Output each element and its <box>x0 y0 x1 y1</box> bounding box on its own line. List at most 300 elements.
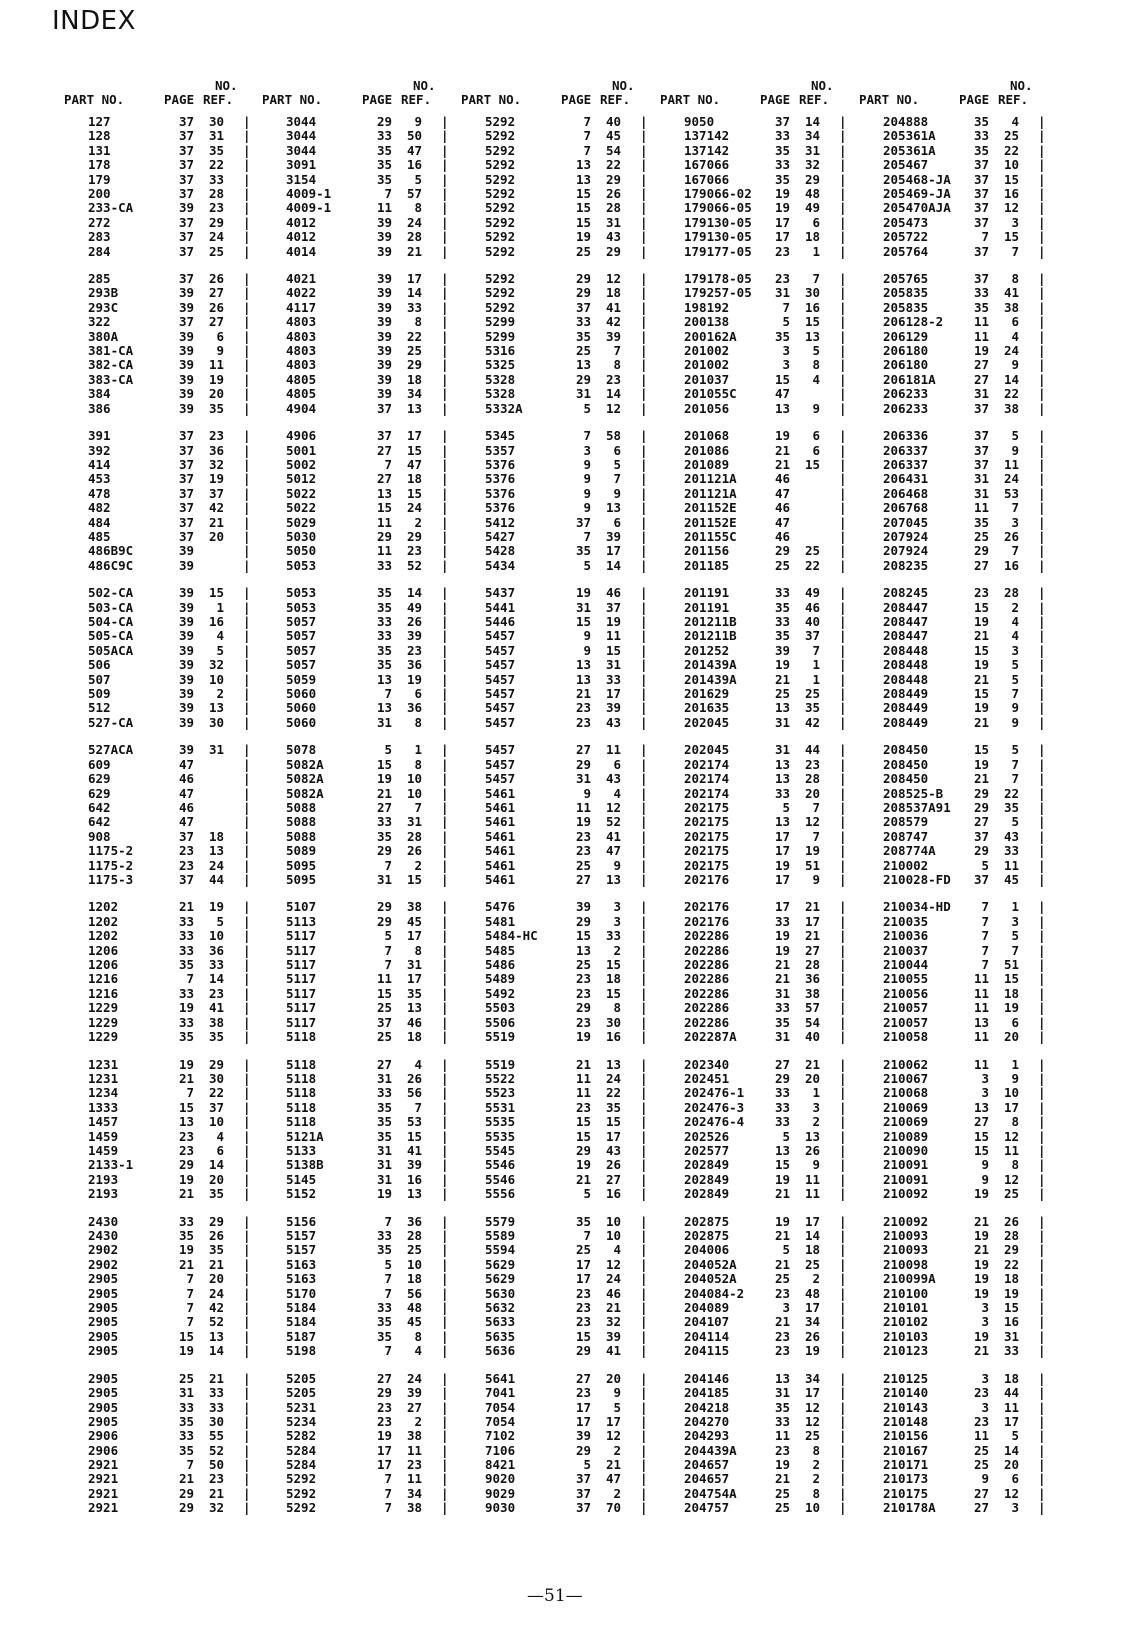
column-rule: | <box>243 913 251 929</box>
column-rule: | <box>1038 985 1046 1001</box>
column-rule: | <box>243 428 251 444</box>
part-number: 204757 <box>684 1500 730 1516</box>
index-group <box>58 272 266 416</box>
column-rule: | <box>243 957 251 973</box>
page-number-cell: 25 <box>973 1442 989 1458</box>
part-number: 205835 <box>883 299 929 315</box>
column-rule: | <box>441 314 449 330</box>
index-row <box>455 1229 663 1243</box>
index-row <box>58 644 266 658</box>
page-number-cell: 17 <box>575 1399 591 1415</box>
page-number-cell: 37 <box>178 185 194 201</box>
page-number-cell: 35 <box>376 157 392 173</box>
page-number-cell: 27 <box>973 1500 989 1516</box>
header-part-no: PART NO. <box>660 92 721 107</box>
index-row <box>853 315 1061 329</box>
page-number-cell: 39 <box>376 314 392 330</box>
part-number: 5118 <box>286 1070 317 1086</box>
ref-number: 4 <box>1011 114 1019 129</box>
index-row <box>853 245 1061 259</box>
part-number: 5328 <box>485 371 516 387</box>
column-rule: | <box>839 985 847 1001</box>
column-rule: | <box>1038 913 1046 929</box>
header-ref: REF. <box>401 92 432 107</box>
page-number-cell: 7 <box>384 1500 392 1516</box>
page-number-cell: 35 <box>774 171 790 187</box>
page-number-cell: 11 <box>973 1000 989 1016</box>
part-number: 201185 <box>684 557 730 573</box>
ref-number: 7 <box>812 828 820 844</box>
page-number-cell: 37 <box>178 171 194 187</box>
part-number: 1202 <box>88 928 119 944</box>
part-number: 202286 <box>684 1000 730 1016</box>
part-number: 5589 <box>485 1228 516 1244</box>
part-number: 2905 <box>88 1399 119 1415</box>
column-rule: | <box>243 1485 251 1501</box>
ref-number: 48 <box>804 185 820 201</box>
index-row <box>455 272 663 286</box>
index-row <box>853 402 1061 416</box>
column-rule: | <box>243 1271 251 1287</box>
index-group <box>853 115 1061 259</box>
ref-number: 19 <box>1003 1000 1019 1016</box>
page-number-cell: 31 <box>774 285 790 301</box>
index-row <box>853 915 1061 929</box>
index-row <box>455 673 663 687</box>
ref-number: 57 <box>406 185 422 201</box>
index-row <box>256 801 464 815</box>
index-row <box>256 1243 464 1257</box>
part-number: 2905 <box>88 1328 119 1344</box>
index-row <box>58 900 266 914</box>
index-row <box>654 873 862 887</box>
page-number-cell: 37 <box>973 871 989 887</box>
ref-number: 4 <box>1011 628 1019 644</box>
part-number: 210099A <box>883 1271 936 1287</box>
page-number-cell: 7 <box>981 928 989 944</box>
ref-number: 15 <box>605 642 621 658</box>
index-group <box>455 115 663 259</box>
part-number: 5632 <box>485 1300 516 1315</box>
page-number-cell: 37 <box>376 428 392 444</box>
column-rule: | <box>839 756 847 772</box>
page-number-cell: 21 <box>973 1242 989 1258</box>
part-number: 208450 <box>883 756 929 772</box>
page-number-cell: 23 <box>575 1099 591 1115</box>
part-number: 179 <box>88 171 111 187</box>
ref-number: 21 <box>406 243 422 259</box>
column-rule: | <box>640 1343 648 1359</box>
page-number-cell: 21 <box>575 1171 591 1187</box>
index-group <box>455 1215 663 1359</box>
column-rule: | <box>640 214 648 230</box>
ref-number: 43 <box>605 714 621 730</box>
index-row <box>256 272 464 286</box>
part-number: 137142 <box>684 128 730 144</box>
ref-number: 28 <box>208 185 224 201</box>
page-number-cell: 11 <box>376 543 392 559</box>
index-row <box>58 1401 266 1415</box>
ref-number: 1 <box>216 599 224 615</box>
index-group <box>654 1058 862 1202</box>
column-rule: | <box>839 1128 847 1144</box>
index-row <box>256 644 464 658</box>
index-row <box>256 944 464 958</box>
part-number: 202176 <box>684 913 730 929</box>
index-group <box>853 900 1061 1044</box>
part-number: 5636 <box>485 1343 516 1359</box>
index-row <box>256 330 464 344</box>
part-number: 208449 <box>883 686 929 702</box>
ref-number: 29 <box>605 171 621 187</box>
column-rule: | <box>640 1485 648 1501</box>
column-rule: | <box>839 771 847 787</box>
index-row <box>455 787 663 801</box>
page-number-cell: 25 <box>774 557 790 573</box>
column-rule: | <box>243 386 251 402</box>
column-rule: | <box>1038 442 1046 458</box>
index-row <box>58 915 266 929</box>
ref-number: 19 <box>208 471 224 487</box>
ref-number: 47 <box>406 456 422 472</box>
ref-number: 18 <box>804 229 820 245</box>
column-rule: | <box>1038 243 1046 259</box>
part-number: 5284 <box>286 1442 317 1458</box>
part-number: 201055C <box>684 386 737 402</box>
part-number: 210140 <box>883 1385 929 1401</box>
index-row <box>58 873 266 887</box>
page-number-cell: 39 <box>178 585 194 601</box>
part-number: 5461 <box>485 799 516 815</box>
page-number-cell: 31 <box>774 742 790 758</box>
part-number: 5118 <box>286 1056 317 1072</box>
index-row <box>58 1487 266 1501</box>
page-number-cell: 33 <box>774 1099 790 1115</box>
index-row <box>455 958 663 972</box>
index-row <box>256 1101 464 1115</box>
column-rule: | <box>441 599 449 615</box>
index-row <box>853 1272 1061 1286</box>
index-row <box>853 1130 1061 1144</box>
part-number: 202286 <box>684 1014 730 1030</box>
column-rule: | <box>243 299 251 315</box>
part-number: 322 <box>88 314 111 330</box>
page-number-cell: 23 <box>973 1413 989 1429</box>
column-rule: | <box>1038 171 1046 187</box>
column-rule: | <box>839 1000 847 1016</box>
page-number-cell: 13 <box>575 942 591 958</box>
ref-number: 27 <box>605 1171 621 1187</box>
ref-number: 7 <box>613 471 621 487</box>
page-number-cell: 29 <box>376 843 392 859</box>
index-column <box>58 74 266 1529</box>
ref-number: 7 <box>1011 686 1019 702</box>
ref-number: 8 <box>1011 271 1019 287</box>
index-row <box>455 173 663 187</box>
ref-number: 33 <box>406 299 422 315</box>
column-rule: | <box>839 785 847 801</box>
page-number-cell: 37 <box>376 400 392 416</box>
ref-number: 7 <box>414 799 422 815</box>
column-rule: | <box>839 642 847 658</box>
index-row <box>58 216 266 230</box>
part-number: 210069 <box>883 1114 929 1130</box>
part-number: 482 <box>88 500 111 516</box>
column-rule: | <box>1038 1085 1046 1101</box>
ref-number: 26 <box>406 843 422 859</box>
page-number-cell: 35 <box>973 299 989 315</box>
index-row <box>853 559 1061 573</box>
page-number-cell: 25 <box>774 1500 790 1516</box>
column-rule: | <box>640 271 648 287</box>
column-rule: | <box>640 814 648 830</box>
column-rule: | <box>441 942 449 958</box>
column-rule: | <box>441 1314 449 1330</box>
column-rule: | <box>1038 614 1046 630</box>
part-number: 210156 <box>883 1428 929 1444</box>
ref-number: 28 <box>406 229 422 245</box>
page-number-cell: 39 <box>376 371 392 387</box>
column-rule: | <box>441 857 449 873</box>
ref-number: 30 <box>208 714 224 730</box>
column-rule: | <box>243 928 251 944</box>
column-rule: | <box>839 799 847 815</box>
part-number: 4805 <box>286 371 317 387</box>
part-number: 208450 <box>883 742 929 758</box>
page-number-cell: 21 <box>774 1228 790 1244</box>
column-rule: | <box>640 1285 648 1301</box>
ref-number: 39 <box>605 528 621 544</box>
column-rule: | <box>839 957 847 973</box>
ref-number: 24 <box>208 857 224 873</box>
page-number-cell: 3 <box>782 357 790 373</box>
column-rule: | <box>441 671 449 687</box>
page-number-cell: 13 <box>575 357 591 373</box>
index-row <box>853 987 1061 1001</box>
ref-number: 35 <box>208 1028 224 1044</box>
index-row <box>853 772 1061 786</box>
ref-number: 49 <box>406 599 422 615</box>
part-number: 1231 <box>88 1070 119 1086</box>
ref-number: 14 <box>1003 371 1019 387</box>
column-rule: | <box>640 1028 648 1044</box>
index-row <box>853 644 1061 658</box>
ref-number: 12 <box>1003 1485 1019 1501</box>
column-rule: | <box>243 785 251 801</box>
page-number-cell: 5 <box>981 857 989 873</box>
page-number-cell: 37 <box>973 214 989 230</box>
column-rule: | <box>1038 1271 1046 1287</box>
ref-number: 50 <box>208 1457 224 1473</box>
part-number: 208449 <box>883 714 929 730</box>
index-row <box>455 1501 663 1515</box>
index-row <box>256 315 464 329</box>
ref-number: 11 <box>406 1442 422 1458</box>
ref-number: 20 <box>804 785 820 801</box>
ref-number: 13 <box>406 1000 422 1016</box>
page-number-cell: 17 <box>575 1271 591 1287</box>
page-number-cell: 27 <box>376 799 392 815</box>
column-rule: | <box>1038 1157 1046 1173</box>
index-row <box>654 787 862 801</box>
page-number-cell: 13 <box>575 671 591 687</box>
index-row <box>256 1187 464 1201</box>
index-group <box>654 115 862 259</box>
part-number: 204146 <box>684 1370 730 1386</box>
page-number-cell: 23 <box>575 1385 591 1401</box>
index-row <box>654 1072 862 1086</box>
index-row <box>455 487 663 501</box>
index-row <box>256 972 464 986</box>
index-row <box>853 873 1061 887</box>
page-number-cell: 21 <box>774 456 790 472</box>
part-number: 2902 <box>88 1242 119 1258</box>
ref-number: 17 <box>605 543 621 559</box>
index-row <box>853 1115 1061 1129</box>
part-number: 5489 <box>485 971 516 987</box>
column-rule: | <box>839 1085 847 1101</box>
ref-number: 20 <box>208 528 224 544</box>
index-row <box>853 1144 1061 1158</box>
page-number-cell: 7 <box>583 114 591 129</box>
column-rule: | <box>441 957 449 973</box>
part-number: 1459 <box>88 1142 119 1158</box>
ref-number: 16 <box>605 1028 621 1044</box>
part-number: 206468 <box>883 485 929 501</box>
page-number-cell: 39 <box>178 543 194 559</box>
ref-number: 8 <box>414 756 422 772</box>
column-rule: | <box>1038 1285 1046 1301</box>
index-row <box>853 330 1061 344</box>
column-rule: | <box>640 557 648 573</box>
column-rule: | <box>1038 500 1046 516</box>
column-rule: | <box>441 557 449 573</box>
index-row <box>853 972 1061 986</box>
page-number-cell: 7 <box>384 1485 392 1501</box>
column-rule: | <box>640 971 648 987</box>
column-rule: | <box>243 485 251 501</box>
page-number-cell: 35 <box>774 628 790 644</box>
ref-number: 4 <box>1011 328 1019 344</box>
part-number: 5357 <box>485 442 516 458</box>
part-number: 8421 <box>485 1457 516 1473</box>
index-row <box>654 1501 862 1515</box>
ref-number: 11 <box>605 628 621 644</box>
page-number-cell: 15 <box>575 614 591 630</box>
index-row <box>58 615 266 629</box>
ref-number: 28 <box>605 200 621 216</box>
page-number-cell: 11 <box>973 1428 989 1444</box>
ref-number: 33 <box>605 928 621 944</box>
ref-number: 17 <box>804 1300 820 1315</box>
index-row <box>654 516 862 530</box>
index-row <box>58 1444 266 1458</box>
column-rule: | <box>839 1471 847 1487</box>
part-number: 5157 <box>286 1242 317 1258</box>
index-row <box>455 1386 663 1400</box>
page-number-cell: 31 <box>973 386 989 402</box>
index-row <box>654 944 862 958</box>
column-rule: | <box>441 142 449 158</box>
index-row <box>853 859 1061 873</box>
index-row <box>654 1272 862 1286</box>
page-number-cell: 37 <box>575 1485 591 1501</box>
header-page: PAGE <box>561 92 592 107</box>
ref-number: 26 <box>605 185 621 201</box>
page-number-cell: 35 <box>774 328 790 344</box>
column-rule: | <box>441 285 449 301</box>
part-number: 2906 <box>88 1428 119 1444</box>
column-rule: | <box>839 843 847 859</box>
ref-number: 33 <box>208 171 224 187</box>
column-rule: | <box>1038 343 1046 359</box>
part-number: 179178-05 <box>684 271 752 287</box>
column-rule: | <box>243 700 251 716</box>
index-row <box>455 716 663 730</box>
part-number: 202286 <box>684 971 730 987</box>
ref-number: 38 <box>406 1500 422 1516</box>
column-rule: | <box>1038 214 1046 230</box>
ref-number: 26 <box>1003 1213 1019 1229</box>
part-number: 5428 <box>485 543 516 559</box>
ref-number: 19 <box>208 899 224 915</box>
page-title: INDEX <box>52 6 136 36</box>
part-number: 5461 <box>485 843 516 859</box>
index-row <box>58 1016 266 1030</box>
column-rule: | <box>243 1142 251 1158</box>
part-number: 207924 <box>883 543 929 559</box>
part-number: 505-CA <box>88 628 134 644</box>
page-number-cell: 37 <box>178 514 194 530</box>
ref-number: 28 <box>1003 585 1019 601</box>
column-rule: | <box>640 514 648 530</box>
ref-number: 18 <box>1003 985 1019 1001</box>
page-number-cell: 35 <box>376 1099 392 1115</box>
ref-number: 23 <box>804 756 820 772</box>
index-row <box>58 230 266 244</box>
part-number: 453 <box>88 471 111 487</box>
page-number-cell: 39 <box>178 328 194 344</box>
part-number: 5292 <box>485 142 516 158</box>
part-number: 210068 <box>883 1085 929 1101</box>
index-row <box>256 1072 464 1086</box>
index-row <box>455 115 663 129</box>
page-number-cell: 7 <box>186 971 194 987</box>
ref-number: 13 <box>605 871 621 887</box>
column-rule: | <box>640 1186 648 1202</box>
ref-number: 26 <box>406 614 422 630</box>
part-number: 204107 <box>684 1314 730 1330</box>
page-number-cell: 27 <box>973 357 989 373</box>
index-row <box>654 601 862 615</box>
ref-number: 1 <box>812 671 820 687</box>
part-number: 131 <box>88 142 111 158</box>
column-rule: | <box>243 742 251 758</box>
part-number: 5376 <box>485 456 516 472</box>
index-row <box>654 1415 862 1429</box>
index-column <box>654 74 862 1529</box>
page-number-cell: 35 <box>774 1399 790 1415</box>
ref-number: 15 <box>804 314 820 330</box>
page-number-cell: 35 <box>973 514 989 530</box>
part-number: 210092 <box>883 1186 929 1202</box>
page-number-cell: 19 <box>774 185 790 201</box>
index-row <box>853 900 1061 914</box>
ref-number: 4 <box>613 1242 621 1258</box>
column-rule: | <box>640 1328 648 1344</box>
column-rule: | <box>243 1399 251 1415</box>
ref-number: 21 <box>804 899 820 915</box>
